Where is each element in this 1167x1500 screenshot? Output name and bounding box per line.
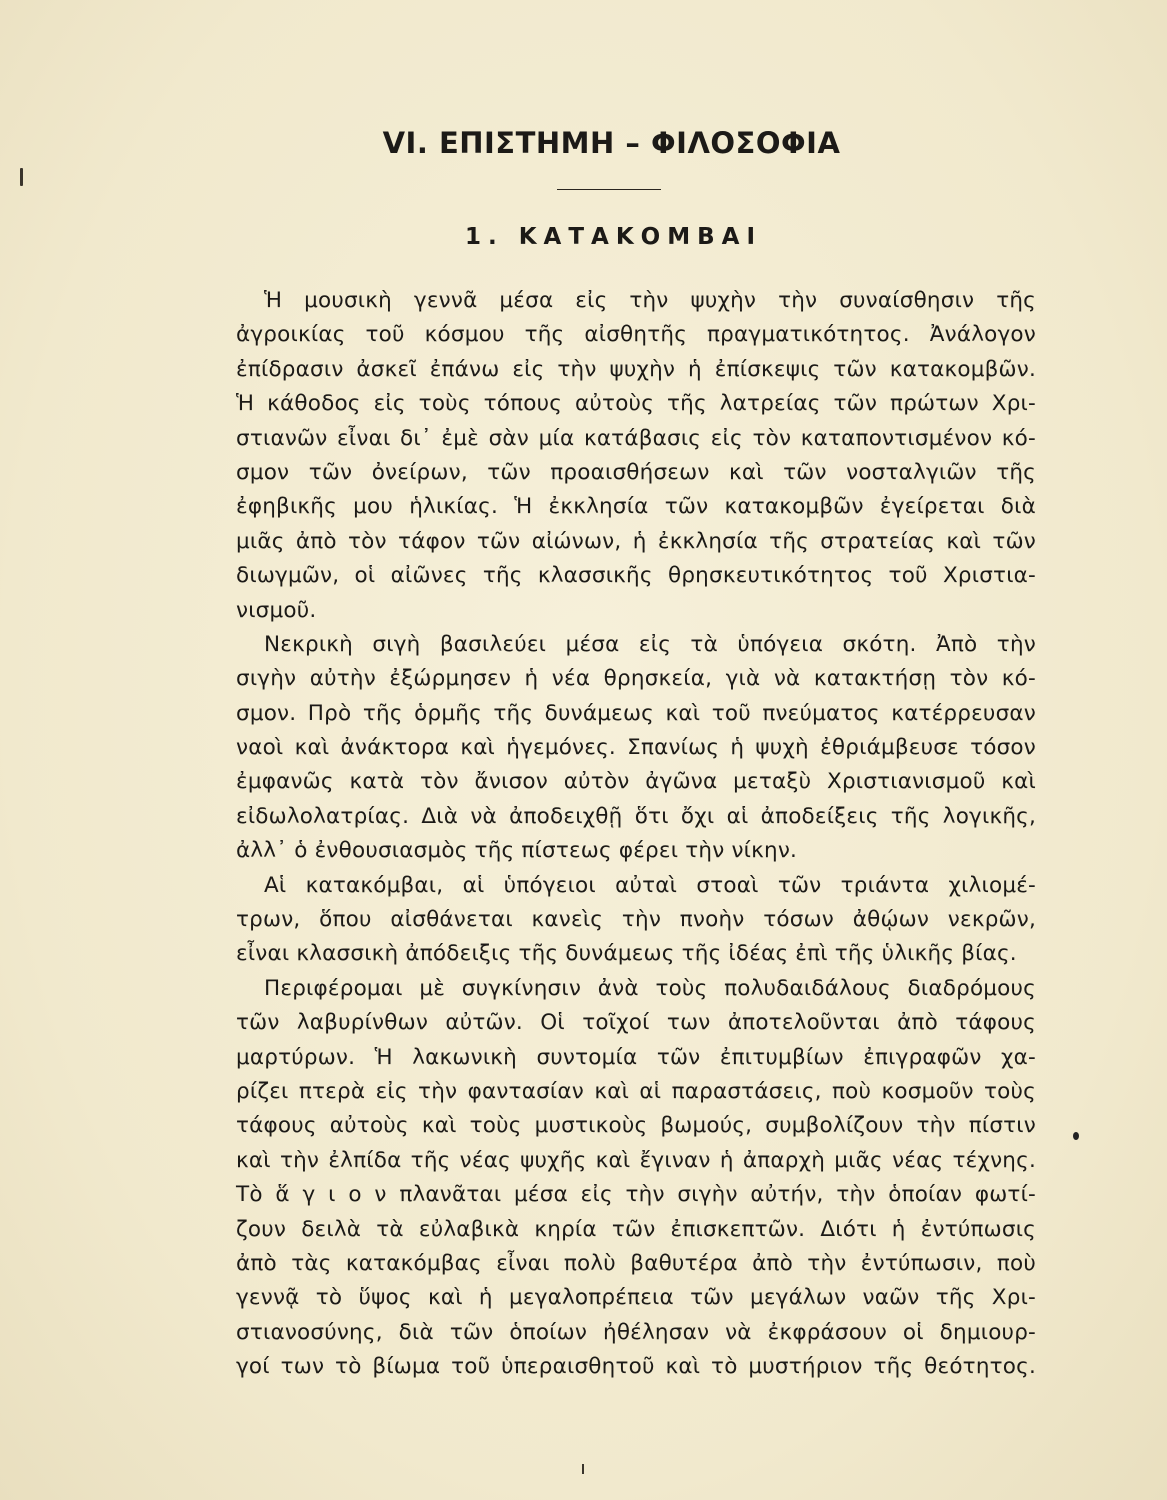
text-line: νισμοῦ. <box>236 597 317 623</box>
text-line: ζουν δειλὰ τὰ εὐλαβικὰ κηρία τῶν ἐπισκεπτῶν. Διότι ἡ ἐντύπωσις <box>236 1216 1036 1242</box>
text-line: μαρτύρων. Ἡ λακωνικὴ συντομία τῶν ἐπιτυμβίων ἐπιγραφῶν χα- <box>236 1044 1036 1070</box>
chapter-title: VI. ΕΠΙΣΤΗΜΗ – ΦΙΛΟΣΟΦΙΑ <box>382 126 841 160</box>
text-line: εἰδωλολατρίας. Διὰ νὰ ἀποδειχθῇ ὅτι ὄχι αἱ ἀποδείξεις τῆς λογικῆς, <box>236 803 1036 829</box>
text-line: τῶν λαβυρίνθων αὐτῶν. Οἱ τοῖχοί των ἀποτελοῦνται ἀπὸ τάφους <box>236 1010 1036 1036</box>
text-line: Ἡ μουσικὴ γεννᾶ μέσα εἰς τὴν ψυχὴν τὴν συναίσθησιν τῆς <box>264 288 1036 313</box>
text-line: Τὸ ἅ γ ι ο ν πλανᾶται μέσα εἰς τὴν σιγὴν αὐτήν, τὴν ὁποίαν φωτί- <box>236 1182 1036 1208</box>
text-line: εἶναι κλασσικὴ ἀπόδειξις τῆς δυνάμεως τῆς ἰδέας ἐπὶ τῆς ὑλικῆς βίας. <box>236 941 1017 967</box>
text-line: ἐμφανῶς κατὰ τὸν ἄνισον αὐτὸν ἀγῶνα μεταξὺ Χριστιανισμοῦ καὶ <box>236 769 1036 795</box>
text-line: ἐπίδρασιν ἀσκεῖ ἐπάνω εἰς τὴν ψυχὴν ἡ ἐπίσκεψις τῶν κατακομβῶν. <box>236 356 1036 382</box>
text-line: Ἡ κάθοδος εἰς τοὺς τόπους αὐτοὺς τῆς λατρείας τῶν πρώτων Χρι- <box>236 391 1036 417</box>
text-line: ἀπὸ τὰς κατακόμβας εἶναι πολὺ βαθυτέρα ἀπὸ τὴν ἐντύπωσιν, ποὺ <box>236 1250 1036 1276</box>
footer-mark <box>582 1464 584 1474</box>
text-line: τρων, ὅπου αἰσθάνεται κανεὶς τὴν πνοὴν τόσων ἀθῴων νεκρῶν, <box>236 907 1036 933</box>
text-line: Αἱ κατακόμβαι, αἱ ὑπόγειοι αὐταὶ στοαὶ τῶν τριάντα χιλιομέ- <box>264 872 1036 898</box>
margin-dot <box>1073 1132 1079 1140</box>
text-line: ἀγροικίας τοῦ κόσμου τῆς αἰσθητῆς πραγματικότητος. Ἀνάλογον <box>236 322 1036 348</box>
text-line: ρίζει πτερὰ εἰς τὴν φαντασίαν καὶ αἱ παραστάσεις, ποὺ κοσμοῦν τοὺς <box>236 1078 1036 1104</box>
text-line: διωγμῶν, οἱ αἰῶνες τῆς κλασσικῆς θρησκευτικότητος τοῦ Χριστια- <box>236 563 1036 589</box>
text-line: σιγὴν αὐτὴν ἐξώρμησεν ἡ νέα θρησκεία, γιὰ νὰ κατακτήσῃ τὸν κό- <box>236 666 1036 692</box>
text-line: μιᾶς ἀπὸ τὸν τάφον τῶν αἰώνων, ἡ ἐκκλησία τῆς στρατείας καὶ τῶν <box>236 528 1036 554</box>
text-line: στιανῶν εἶναι δι᾿ ἐμὲ σὰν μία κατάβασις εἰς τὸν καταποντισμένον κό- <box>236 425 1036 451</box>
text-line: ἀλλ᾿ ὁ ἐνθουσιασμὸς τῆς πίστεως φέρει τὴν νίκην. <box>236 838 798 864</box>
text-line: Νεκρικὴ σιγὴ βασιλεύει μέσα εἰς τὰ ὑπόγεια σκότη. Ἀπὸ τὴν <box>264 631 1036 657</box>
margin-mark <box>20 168 23 186</box>
text-line: τάφους αὐτοὺς καὶ τοὺς μυστικοὺς βωμούς, συμβολίζουν τὴν πίστιν <box>236 1113 1036 1139</box>
text-line: γοί των τὸ βίωμα τοῦ ὑπεραισθητοῦ καὶ τὸ μυστήριον τῆς θεότητος. <box>236 1354 1036 1380</box>
section-heading: 1. ΚΑΤΑΚΟΜΒΑΙ <box>464 224 762 250</box>
body-text <box>236 284 1036 1385</box>
text-line: στιανοσύνης, διὰ τῶν ὁποίων ἠθέλησαν νὰ ἐκφράσουν οἱ δημιουρ- <box>236 1319 1036 1345</box>
title-rule <box>557 189 661 190</box>
text-line: ναοὶ καὶ ἀνάκτορα καὶ ἡγεμόνες. Σπανίως ἡ ψυχὴ ἐθριάμβευσε τόσον <box>236 735 1036 761</box>
text-line: ἐφηβικῆς μου ἡλικίας. Ἡ ἐκκλησία τῶν κατακομβῶν ἐγείρεται διὰ <box>236 494 1036 520</box>
text-line: Περιφέρομαι μὲ συγκίνησιν ἀνὰ τοὺς πολυδαιδάλους διαδρόμους <box>264 975 1036 1001</box>
text-line: σμον. Πρὸ τῆς ὁρμῆς τῆς δυνάμεως καὶ τοῦ πνεύματος κατέρρευσαν <box>236 700 1036 726</box>
text-line: γεννᾷ τὸ ὕψος καὶ ἡ μεγαλοπρέπεια τῶν μεγάλων ναῶν τῆς Χρι- <box>236 1285 1036 1311</box>
text-line: καὶ τὴν ἐλπίδα τῆς νέας ψυχῆς καὶ ἔγιναν ἡ ἀπαρχὴ μιᾶς νέας τέχνης. <box>236 1147 1036 1173</box>
text-line: σμον τῶν ὀνείρων, τῶν προαισθήσεων καὶ τῶν νοσταλγιῶν τῆς <box>236 459 1036 485</box>
